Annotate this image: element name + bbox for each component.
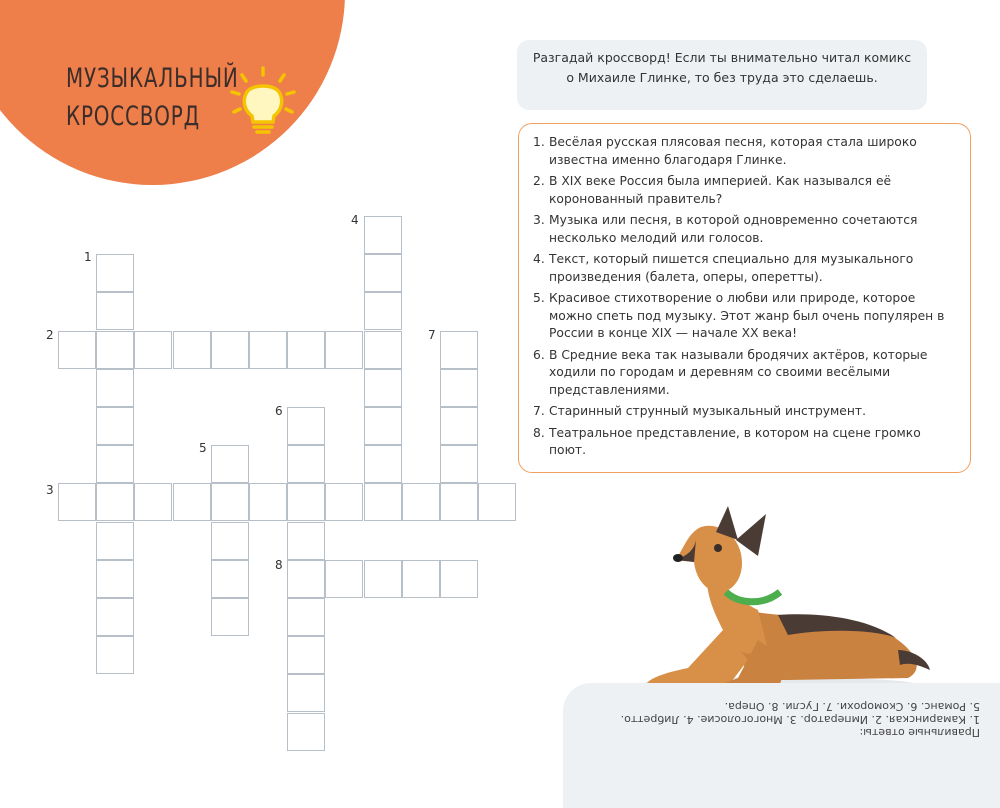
crossword-cell[interactable] xyxy=(364,216,402,254)
crossword-cell[interactable] xyxy=(440,369,478,407)
crossword-cell[interactable] xyxy=(96,407,134,445)
crossword-cell[interactable] xyxy=(211,598,249,636)
clue-number-7: 7 xyxy=(428,328,436,342)
clue-5: 5. Красивое стихотворение о любви или природе, которое можно спеть под музыку. Этот жанр был очень популярен в России в конце XIX — начале XX века! xyxy=(533,291,945,340)
crossword-cell[interactable] xyxy=(249,331,287,369)
crossword-cell[interactable] xyxy=(96,598,134,636)
crossword-cell[interactable] xyxy=(364,292,402,330)
crossword-cell[interactable] xyxy=(325,483,363,521)
crossword-cell[interactable] xyxy=(402,560,440,598)
crossword-cell[interactable] xyxy=(96,560,134,598)
crossword-cell[interactable] xyxy=(364,369,402,407)
intro-panel xyxy=(517,40,927,110)
crossword-cell[interactable] xyxy=(325,331,363,369)
crossword-cell[interactable] xyxy=(173,331,211,369)
crossword-cell[interactable] xyxy=(287,483,325,521)
crossword-cell[interactable] xyxy=(287,636,325,674)
crossword-cell[interactable] xyxy=(287,598,325,636)
crossword-cell[interactable] xyxy=(364,445,402,483)
crossword-cell[interactable] xyxy=(287,407,325,445)
crossword-cell[interactable] xyxy=(440,560,478,598)
crossword-cell[interactable] xyxy=(96,369,134,407)
crossword-cell[interactable] xyxy=(96,522,134,560)
title-line-2: КРОССВОРД xyxy=(66,101,200,132)
clue-number-8: 8 xyxy=(275,558,283,572)
crossword-cell[interactable] xyxy=(402,483,440,521)
crossword-cell[interactable] xyxy=(96,292,134,330)
crossword-cell[interactable] xyxy=(440,445,478,483)
crossword-cell[interactable] xyxy=(96,254,134,292)
answers-line-2: 5. Романс. 6. Скоморохи. 7. Гусли. 8. Опера. xyxy=(724,700,980,713)
crossword-cell[interactable] xyxy=(364,483,402,521)
intro-text: Разгадай кроссворд! Если ты внимательно читал комикс о Михаиле Глинке, то без труда это сделаешь. xyxy=(532,50,912,85)
crossword-cell[interactable] xyxy=(364,560,402,598)
crossword-cell[interactable] xyxy=(287,560,325,598)
crossword-cell[interactable] xyxy=(96,483,134,521)
crossword-cell[interactable] xyxy=(287,713,325,751)
crossword-cell[interactable] xyxy=(211,560,249,598)
clue-number-5: 5 xyxy=(199,441,207,455)
answers-heading: Правильные ответы: xyxy=(859,726,980,739)
crossword-cell[interactable] xyxy=(249,483,287,521)
crossword-cell[interactable] xyxy=(287,331,325,369)
crossword-cell[interactable] xyxy=(58,331,96,369)
crossword-cell[interactable] xyxy=(287,674,325,712)
clue-1: 1. Весёлая русская плясовая песня, которая стала широко известна именно благодаря Глинке. xyxy=(533,135,917,167)
clue-2: 2. В XIX веке Россия была империей. Как назывался её коронованный правитель? xyxy=(533,174,892,206)
crossword-cell[interactable] xyxy=(364,331,402,369)
dog-illustration xyxy=(628,500,933,700)
clue-4: 4. Текст, который пишется специально для музыкального произведения (балета, оперы, оперетты). xyxy=(533,252,914,284)
crossword-cell[interactable] xyxy=(325,560,363,598)
crossword-cell[interactable] xyxy=(287,522,325,560)
crossword-cell[interactable] xyxy=(134,331,172,369)
crossword-cell[interactable] xyxy=(478,483,516,521)
clues-panel xyxy=(518,123,971,473)
crossword-cell[interactable] xyxy=(211,522,249,560)
clue-number-4: 4 xyxy=(351,213,359,227)
crossword-cell[interactable] xyxy=(287,445,325,483)
crossword-cell[interactable] xyxy=(440,331,478,369)
clue-number-2: 2 xyxy=(46,328,54,342)
crossword-cell[interactable] xyxy=(58,483,96,521)
crossword-cell[interactable] xyxy=(440,407,478,445)
clue-number-3: 3 xyxy=(46,483,54,497)
crossword-cell[interactable] xyxy=(440,483,478,521)
answers-line-1: 1. Камаринская. 2. Император. 3. Многоголосие. 4. Либретто. xyxy=(620,713,980,726)
crossword-cell[interactable] xyxy=(96,636,134,674)
crossword-cell[interactable] xyxy=(173,483,211,521)
clue-8: 8. Театральное представление, в котором на сцене громко поют. xyxy=(533,425,921,457)
crossword-cell[interactable] xyxy=(96,331,134,369)
crossword-cell[interactable] xyxy=(96,445,134,483)
crossword-cell[interactable] xyxy=(211,483,249,521)
crossword-cell[interactable] xyxy=(364,254,402,292)
crossword-cell[interactable] xyxy=(134,483,172,521)
clue-number-1: 1 xyxy=(84,250,92,264)
clue-6: 6. В Средние века так называли бродячих актёров, которые ходили по городам и деревням со своими весёлыми представлениями. xyxy=(533,347,928,397)
title-line-1: МУЗЫКАЛЬНЫЙ xyxy=(66,63,239,94)
crossword-cell[interactable] xyxy=(211,445,249,483)
clue-number-6: 6 xyxy=(275,404,283,418)
crossword-cell[interactable] xyxy=(364,407,402,445)
crossword-cell[interactable] xyxy=(211,331,249,369)
answers-text xyxy=(600,700,980,739)
clue-7: 7. Старинный струнный музыкальный инструмент. xyxy=(533,404,866,418)
clue-3: 3. Музыка или песня, в которой одновременно сочетаются несколько мелодий или голосов. xyxy=(533,213,918,245)
